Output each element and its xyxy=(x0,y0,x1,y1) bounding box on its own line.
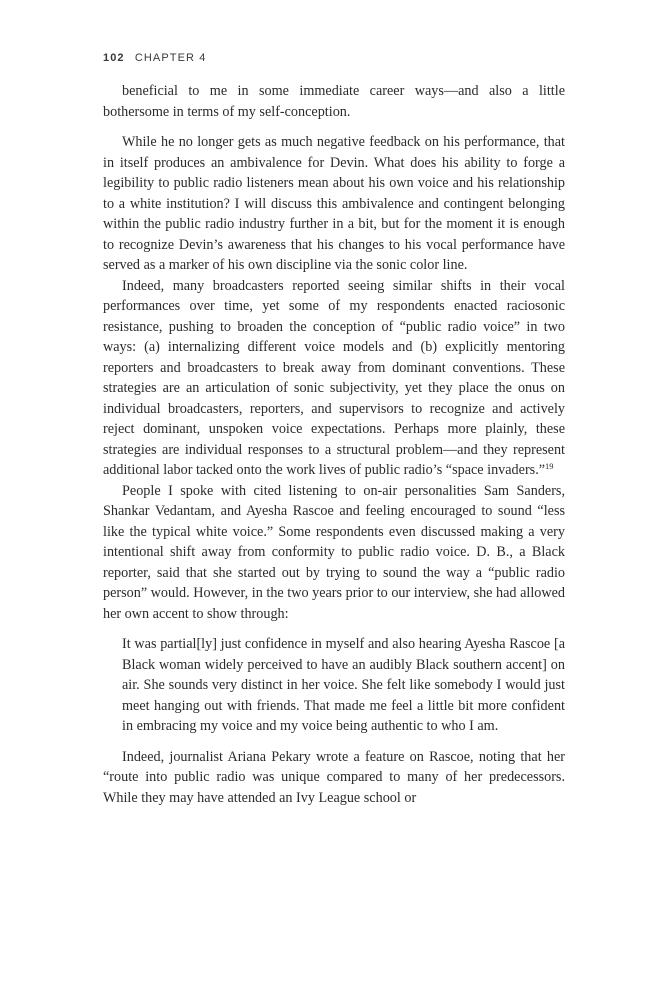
page-number: 102 xyxy=(103,52,125,64)
chapter-label: CHAPTER 4 xyxy=(134,52,207,64)
paragraph-3: People I spoke with cited listening to on-air personalities Sam Sanders, Shankar Vedantam, and Ayesha Rascoe and feeling encouraged to sound “less like the typical white voice.” Some respondents even discussed making a very intentional shift away from conformity to public radio voice. D. B., a Black reporter, said that she started out by trying to sound the way a “public radio person” would. However, in the two years prior to our interview, she had allowed her own accent to show through: xyxy=(103,482,565,622)
paragraph-1: While he no longer gets as much negative feedback on his performance, that in itself produces an ambivalence for Devin. What does his ability to forge a legibility to public radio listeners mean about his own voice and his relationship to a white institution? I will discuss this ambivalence and contingent belonging within the public radio industry further in a bit, but for the moment it is enough to recognize Devin’s awareness that his changes to his vocal performance have served as a marker of his own discipline via the sonic color line. xyxy=(103,134,565,273)
body-text xyxy=(103,81,565,808)
block-quote xyxy=(122,634,565,737)
footnote-marker: 19 xyxy=(545,461,554,471)
paragraph-2-text: Indeed, many broadcasters reported seeing similar shifts in their vocal performances over time, yet some of my respondents enacted raciosonic resistance, pushing to broaden the conception of “public radio voice” in two ways: (a) internalizing different voice models and (b) explicitly mentoring reporters and broadcasters to break away from dominant conventions. These strategies are an articulation of sonic subjectivity, yet they place the onus on individual broadcasters, reporters, and supervisors to recognize and actively reject dominant, unspoken voice expectations. Perhaps more plainly, these strategies are individual responses to a structural problem—and they represent additional labor tacked onto the work lives of public radio’s “space invaders.” xyxy=(103,277,565,478)
paragraph-4: Indeed, journalist Ariana Pekary wrote a feature on Rascoe, noting that her “route into public radio was unique compared to many of her predecessors. While they may have attended an Ivy League school or xyxy=(103,748,565,806)
paragraph-2 xyxy=(103,276,565,481)
running-head xyxy=(103,52,206,64)
block-quote-text: It was partial[ly] just confidence in myself and also hearing Ayesha Rascoe [a Black woman widely perceived to have an audibly Black southern accent] on air. She sounds very distinct in her voice. She felt like somebody I would just meet hanging out with friends. That made me feel a little bit more confident in embracing my voice and my voice being authentic to who I am. xyxy=(122,636,565,734)
paragraph-continued: beneficial to me in some immediate career ways—and also a little bothersome in terms of my self-conception. xyxy=(103,83,565,120)
